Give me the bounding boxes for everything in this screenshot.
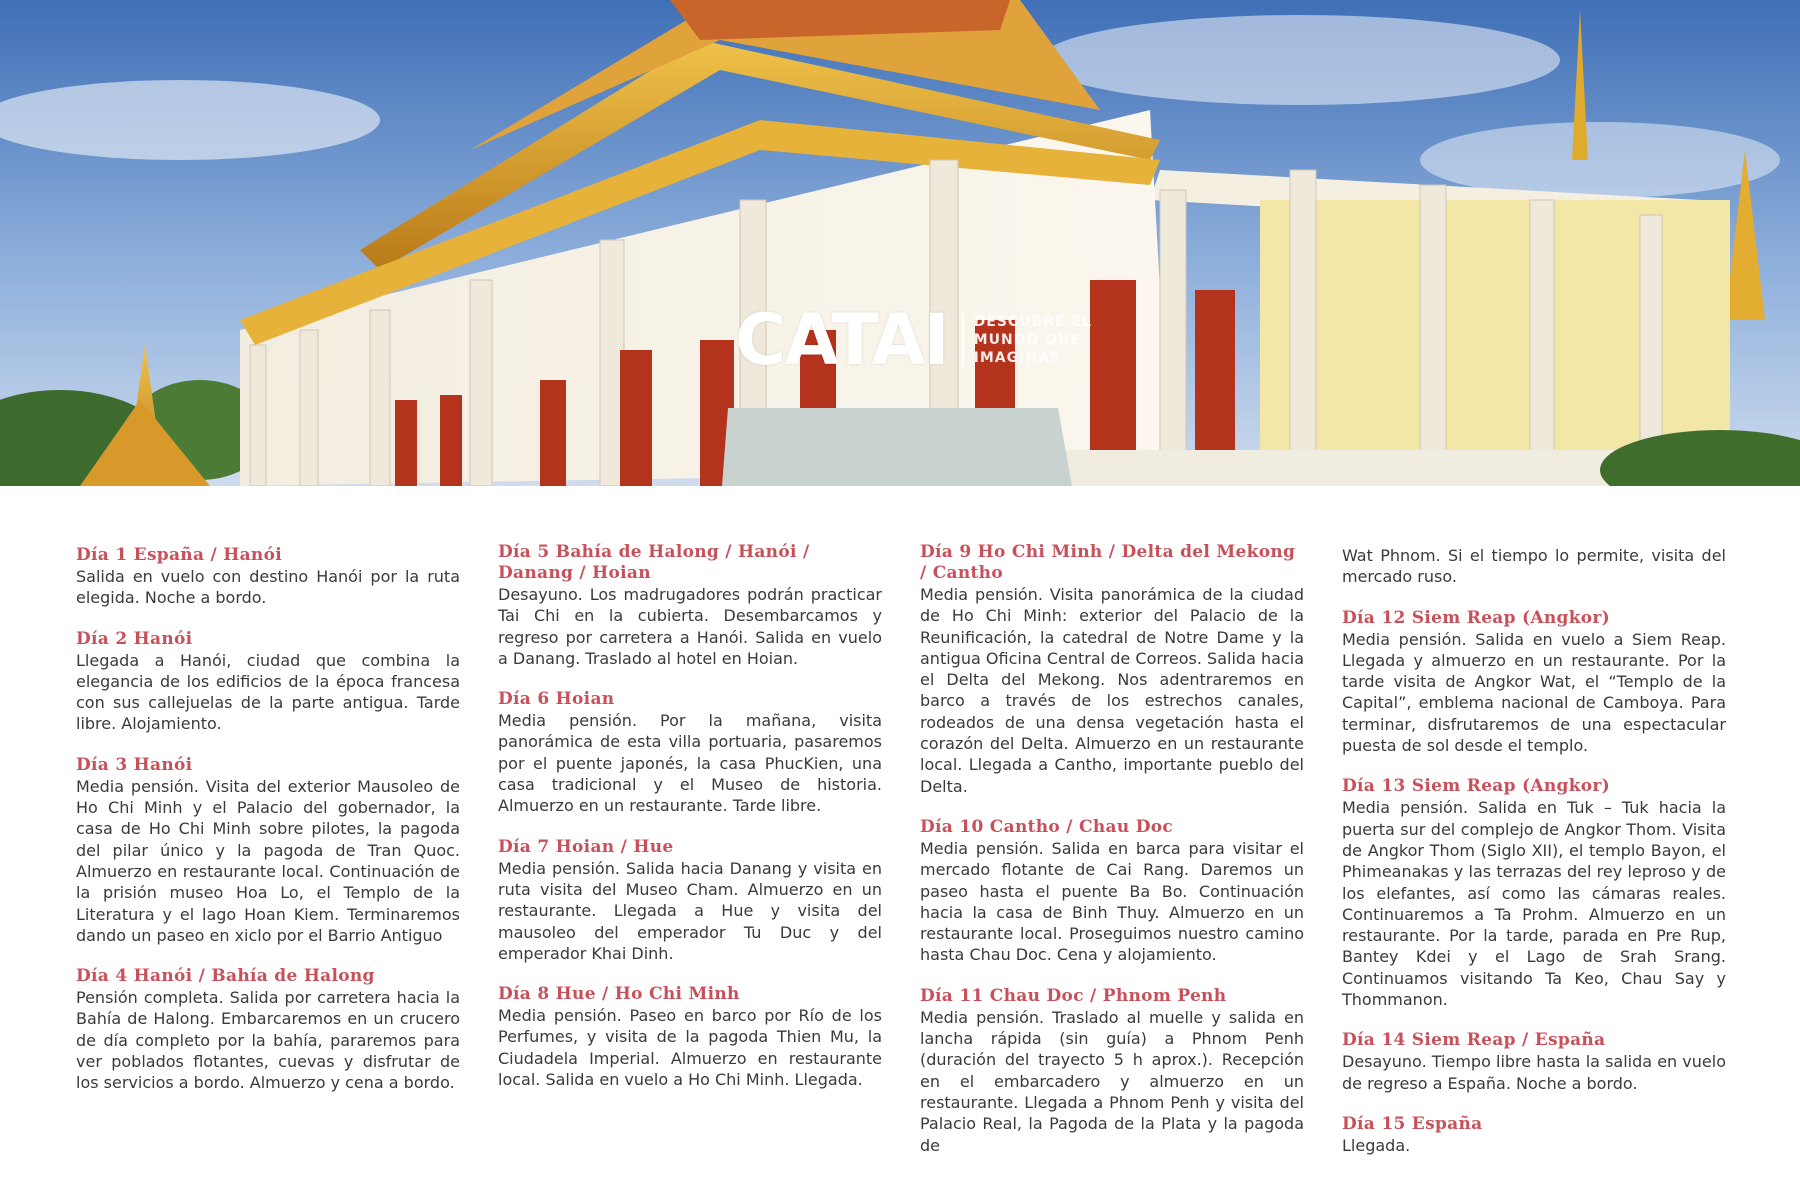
- itinerary-column-2: [498, 542, 882, 1110]
- brand-tagline: [962, 313, 1092, 367]
- day-entry: [920, 817, 1304, 966]
- tagline-line-1: DESCUBRE EL: [973, 314, 1092, 330]
- day-description: Media pensión. Salida en Tuk – Tuk hacia la puerta sur del complejo de Angkor Thom. Visita de Angkor Thom (Siglo XII), el templo Bayon, el Phimeanakas y las terrazas del rey leproso y de los elefantes, así como las cámaras reales. Continuaremos a Ta Prohm. Almuerzo en un restaurante. Por la tarde, parada en Pre Rup, Bantey Kdei y el Lago de Srah Srang. Continuamos visitando Ta Keo, Chau Say y Thommanon.: [1342, 798, 1726, 1010]
- day-entry: [1342, 1030, 1726, 1094]
- temple-illustration: [0, 0, 1800, 486]
- day-title: Día 8 Hue / Ho Chi Minh: [498, 984, 740, 1005]
- hero-photo: [0, 0, 1800, 486]
- day-entry: [498, 542, 882, 669]
- decorative-tab: [722, 408, 1072, 486]
- day-entry: [76, 629, 460, 735]
- day-title: Día 6 Hoian: [498, 689, 615, 710]
- day-title: Día 15 España: [1342, 1113, 1483, 1134]
- day-description: Media pensión. Salida en barca para visitar el mercado flotante de Cai Rang. Daremos un paseo hasta el puente Ba Bo. Continuación hacia la casa de Binh Thuy. Almuerzo en un restaurante local. Proseguimos nuestro camino hasta Chau Doc. Cena y alojamiento.: [920, 838, 1304, 965]
- day-description: Media pensión. Por la mañana, visita panorámica de esta villa portuaria, pasaremos por el puente japonés, la casa PhucKien, una casa tradicional y el Museo de historia. Almuerzo en un restaurante. Tarde libre.: [498, 711, 882, 816]
- day-entry: [76, 545, 460, 609]
- day-description: Pensión completa. Salida por carretera hacia la Bahía de Halong. Embarcaremos en un crucero de día completo por la bahía, pararemos para ver poblados flotantes, cuevas y disfrutar de los servicios a bordo. Almuerzo y cena a bordo.: [76, 988, 460, 1093]
- day-entry: [920, 986, 1304, 1156]
- day-title: Día 5 Bahía de Halong / Hanói / Danang / Hoian: [498, 542, 810, 583]
- day-description: Desayuno. Los madrugadores podrán practicar Tai Chi en la cubierta. Desembarcamos y regreso por carretera a Hanói. Salida en vuelo a Danang. Traslado al hotel en Hoian.: [498, 585, 882, 668]
- day-description: Media pensión. Visita del exterior Mausoleo de Ho Chi Minh y el Palacio del gobernador, la casa de Ho Chi Minh sobre pilotes, la pagoda del pilar único y la pagoda de Tran Quoc. Almuerzo en restaurante local. Continuación de la prisión museo Hoa Lo, el Templo de la Literatura y el lago Hoan Kiem. Terminaremos dando un paseo en xiclo por el Barrio Antiguo: [76, 776, 460, 945]
- itinerary-column-3: [920, 542, 1304, 1176]
- day-title: Día 13 Siem Reap (Angkor): [1342, 776, 1611, 797]
- day-description: Llegada a Hanói, ciudad que combina la elegancia de los edificios de la época francesa con sus callejuelas de la parte antigua. Tarde libre. Alojamiento.: [76, 650, 460, 734]
- day-entry: [920, 542, 1304, 797]
- day-description: Media pensión. Visita panorámica de la ciudad de Ho Chi Minh: exterior del Palacio de la Reunificación, la catedral de Notre Dame y la antigua Oficina Central de Correos. Salida hacia el Delta del Mekong. Nos adentraremos en barco a través de los estrechos canales, rodeados de una densa vegetación hasta el corazón del Delta. Almuerzo en un restaurante local. Llegada a Cantho, importante pueblo del Delta.: [920, 585, 1304, 796]
- day-entry: [498, 837, 882, 964]
- brand-name: CATAI: [735, 299, 948, 381]
- day-description: Media pensión. Salida hacia Danang y visita en ruta visita del Museo Cham. Almuerzo en un restaurante. Llegada a Hue y visita del mausoleo del emperador Tu Duc y del emperador Khai Dinh.: [498, 858, 882, 963]
- itinerary-column-1: [76, 545, 460, 1114]
- day-entry: [1342, 776, 1726, 1010]
- day-title: Día 10 Cantho / Chau Doc: [920, 816, 1174, 837]
- tagline-line-3: IMAGINAS: [973, 350, 1061, 366]
- day-description: Llegada.: [1342, 1135, 1411, 1155]
- day-description: Media pensión. Salida en vuelo a Siem Reap. Llegada y almuerzo en un restaurante. Por la tarde visita de Angkor Wat, el “Templo de la Capital”, emblema nacional de Camboya. Para terminar, disfrutaremos de una espectacular puesta de sol desde el templo.: [1342, 629, 1726, 756]
- day-title: Día 14 Siem Reap / España: [1342, 1030, 1606, 1051]
- itinerary-column-4: [1342, 545, 1726, 1176]
- day-title: Día 12 Siem Reap (Angkor): [1342, 607, 1611, 628]
- day-entry: [76, 755, 460, 946]
- day-entry: [1342, 608, 1726, 757]
- day-entry: [498, 984, 882, 1090]
- day-title: Día 2 Hanói: [76, 628, 193, 649]
- day-title: Día 3 Hanói: [76, 754, 193, 775]
- day-entry: [76, 966, 460, 1093]
- day-description: Salida en vuelo con destino Hanói por la ruta elegida. Noche a bordo.: [76, 567, 460, 608]
- day-title: Día 4 Hanói / Bahía de Halong: [76, 966, 375, 987]
- day-title: Día 9 Ho Chi Minh / Delta del Mekong / Cantho: [920, 542, 1296, 583]
- brand-logo: [735, 299, 1092, 381]
- day-title: Día 11 Chau Doc / Phnom Penh: [920, 985, 1227, 1006]
- day-title: Día 7 Hoian / Hue: [498, 836, 674, 857]
- day-description: Desayuno. Tiempo libre hasta la salida en vuelo de regreso a España. Noche a bordo.: [1342, 1052, 1726, 1093]
- day-entry: [498, 689, 882, 816]
- day-description: Media pensión. Paseo en barco por Río de los Perfumes, y visita de la pagoda Thien Mu, la Ciudadela Imperial. Almuerzo en restaurante local. Salida en vuelo a Ho Chi Minh. Llegada.: [498, 1006, 882, 1090]
- day-entry: [1342, 1114, 1726, 1156]
- day-description: Media pensión. Traslado al muelle y salida en lancha rápida (sin guía) a Phnom Penh (duración del trayecto 5 h aprox.). Recepción en el embarcadero y almuerzo en un restaurante. Llegada a Phnom Penh y visita del Palacio Real, la Pagoda de la Plata y la pagoda de: [920, 1007, 1304, 1155]
- tagline-line-2: MUNDO QUE: [973, 332, 1081, 348]
- itinerary: [76, 542, 1726, 1165]
- day-title: Día 1 España / Hanói: [76, 545, 282, 565]
- day-description-continued: Wat Phnom. Si el tiempo lo permite, visita del mercado ruso.: [1342, 546, 1726, 587]
